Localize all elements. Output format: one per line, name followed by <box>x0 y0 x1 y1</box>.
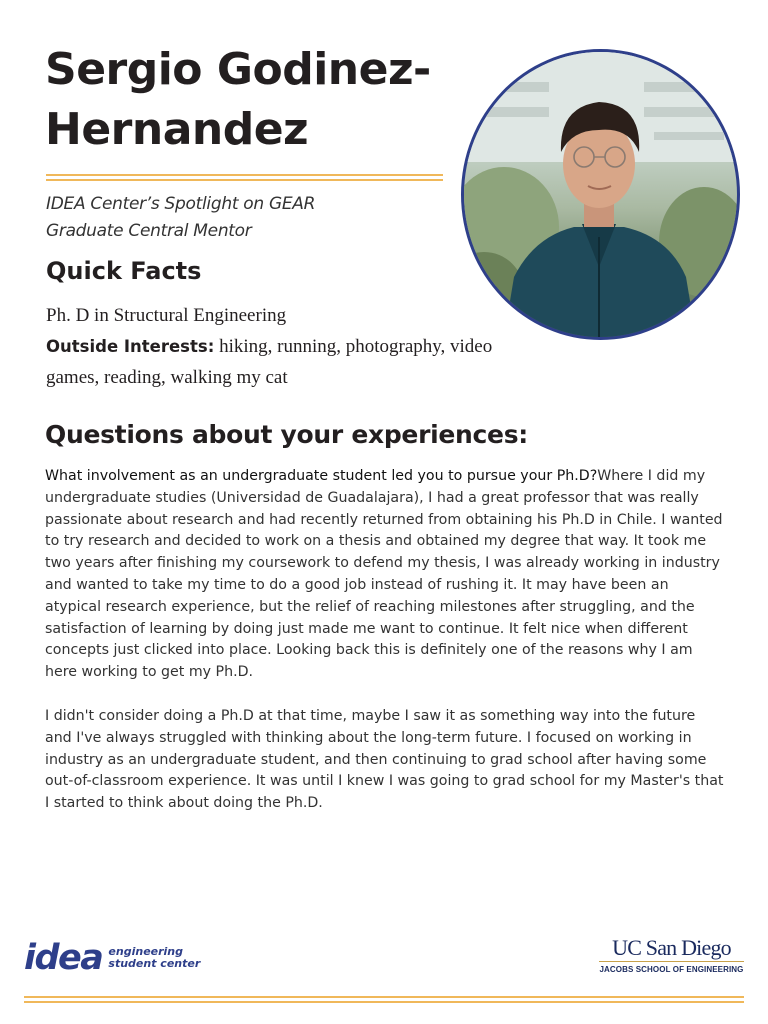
quick-facts-heading: Quick Facts <box>46 257 202 285</box>
interests-label: Outside Interests: <box>46 337 215 356</box>
experience-answer-1 <box>45 466 725 684</box>
page-title: Sergio Godinez-Hernandez <box>45 44 431 155</box>
quick-facts <box>46 300 516 393</box>
experience-paragraph-2: I didn't consider doing a Ph.D at that time, maybe I saw it as something way into the future and I've always struggled with thinking about the long-term future. I focused on working in industry as an undergraduate student, and then continuing to grad school after having some out-of-classroom experience. It was until I knew I was going to grad school for my Master's that I started to think about doing the Ph.D. <box>45 708 724 812</box>
footer-divider-top <box>24 996 744 998</box>
profile-photo <box>461 49 740 340</box>
ucsd-school-name: JACOBS SCHOOL OF ENGINEERING <box>599 965 744 974</box>
title-divider-top <box>46 174 443 176</box>
subtitle-line-2: Graduate Central Mentor <box>46 221 252 241</box>
interests-value: hiking, running, photography, video games, reading, walking my cat <box>46 336 493 388</box>
idea-subtitle <box>108 946 200 970</box>
answer-1: Where I did my undergraduate studies (Universidad de Guadalajara), I had a great professor that was really passionate about research and had recently returned from obtaining his Ph.D in Chile. I wanted to try research and decided to work on a thesis and obtained my degree that way. It took me two years after finishing my coursework to defend my thesis, I was already working in industry and wanted to take my time to do a good job instead of rushing it. It may have been an atypical research experience, but the relief of reaching milestones after struggling, and the satisfaction of learning by doing just made me want to continue. It felt nice when different concepts just clicked into place. Looking back this is definitely one of the reasons why I am here working to get my Ph.D. <box>45 468 723 681</box>
idea-logo <box>24 938 200 978</box>
degree-text: Ph. D in Structural Engineering <box>46 305 287 326</box>
idea-sub-line-1: engineering <box>108 945 184 958</box>
subtitle-line-1: IDEA Center’s Spotlight on GEAR <box>46 194 316 214</box>
interests-text <box>46 331 516 393</box>
subtitle <box>46 191 446 245</box>
ucsd-wordmark: UC San Diego <box>599 936 744 962</box>
idea-sub-line-2: student center <box>108 957 201 970</box>
question-1: What involvement as an undergraduate student led you to pursue your Ph.D? <box>45 468 598 484</box>
idea-wordmark: idea <box>24 938 103 978</box>
experiences-heading: Questions about your experiences: <box>45 420 528 449</box>
title-divider-bottom <box>46 179 443 181</box>
ucsd-logo <box>599 936 744 974</box>
portrait-illustration <box>464 52 737 337</box>
footer-divider-bottom <box>24 1001 744 1003</box>
